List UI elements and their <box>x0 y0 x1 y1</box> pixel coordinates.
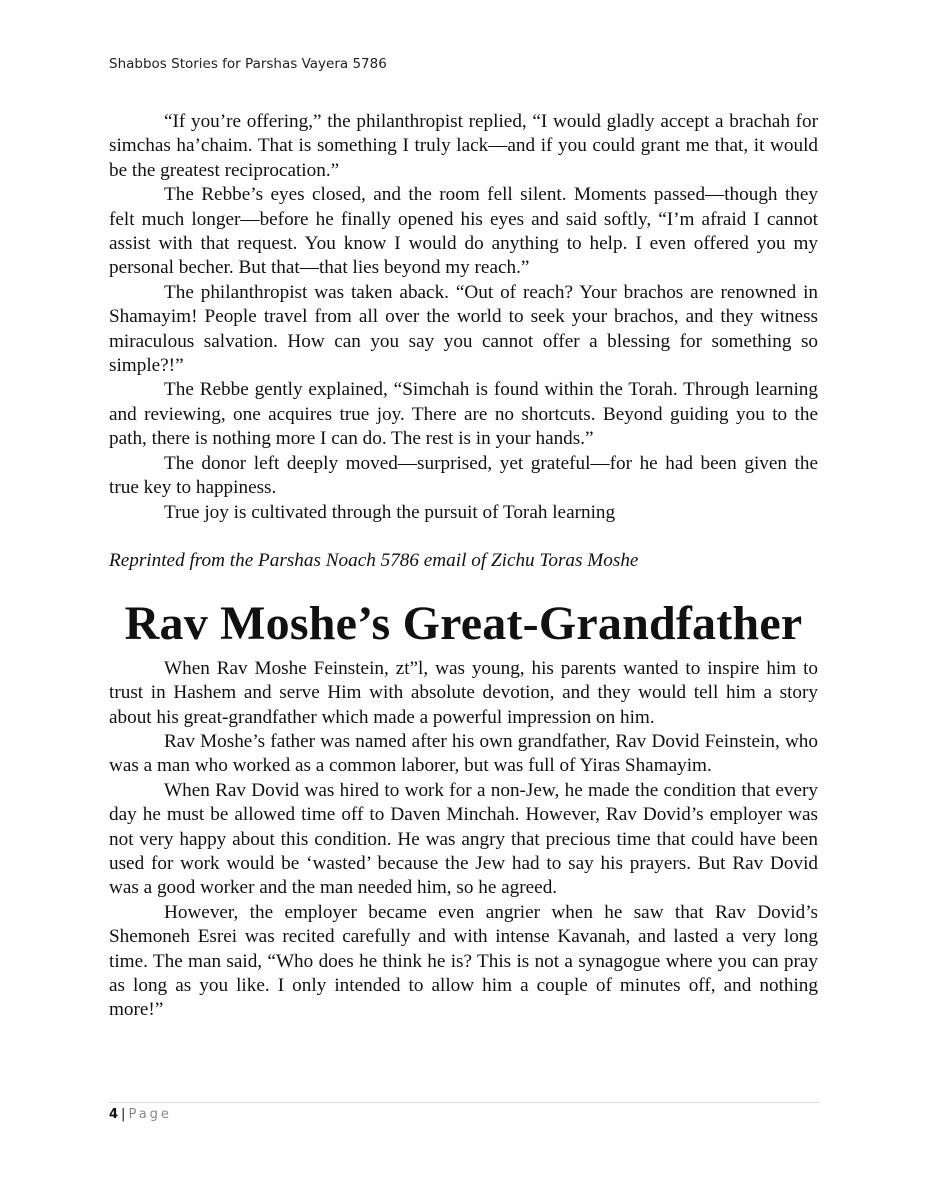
page-footer <box>109 1107 172 1122</box>
story-title: Rav Moshe’s Great-Grandfather <box>124 596 803 650</box>
reprint-credit: Reprinted from the Parshas Noach 5786 email of Zichu Toras Moshe <box>109 550 639 572</box>
story1-paragraph: The philanthropist was taken aback. “Out of reach? Your brachos are renowned in Shamayim! People travel from all over the world to seek your brachos, and they witness miraculous salvation. How can you say you cannot offer a blessing for something so simple?!” <box>109 281 818 377</box>
story1-paragraph: True joy is cultivated through the pursuit of Torah learning <box>164 501 616 523</box>
footer-separator: | <box>121 1107 126 1122</box>
story2-paragraph: However, the employer became even angrier when he saw that Rav Dovid’s Shemoneh Esrei was recited carefully and with intense Kavanah, and lasted a very long time. The man said, “Who does he think he is? This is not a synagogue where you can pray as long as you like. I only intended to allow him a couple of minutes off, and nothing more!” <box>109 901 818 1021</box>
story1-paragraph: The donor left deeply moved—surprised, yet grateful—for he had been given the true key to happiness. <box>109 452 818 499</box>
running-header: Shabbos Stories for Parshas Vayera 5786 <box>109 56 387 72</box>
story2-paragraph: When Rav Dovid was hired to work for a non-Jew, he made the condition that every day he must be allowed time off to Daven Minchah. However, Rav Dovid’s employer was not very happy about this condition. He was angry that precious time that could have been used for work would be ‘wasted’ because the Jew had to say his prayers. But Rav Dovid was a good worker and the man needed him, so he agreed. <box>109 779 818 899</box>
story2-paragraph: When Rav Moshe Feinstein, zt”l, was young, his parents wanted to inspire him to trust in Hashem and serve Him with absolute devotion, and they would tell him a story about his great-grandfather which made a powerful impression on him. <box>109 657 818 728</box>
story1-paragraph: The Rebbe’s eyes closed, and the room fell silent. Moments passed—though they felt much longer—before he finally opened his eyes and said softly, “I’m afraid I cannot assist with that request. You know I would do anything to help. I even offered you my personal becher. But that—that lies beyond my reach.” <box>109 184 818 279</box>
page-label: Page <box>128 1107 172 1122</box>
story2-paragraph: Rav Moshe’s father was named after his own grandfather, Rav Dovid Feinstein, who was a man who worked as a common laborer, but was full of Yiras Shamayim. <box>109 730 818 777</box>
page-number: 4 <box>109 1107 119 1122</box>
footer-divider <box>109 1102 820 1103</box>
story1-paragraph: “If you’re offering,” the philanthropist replied, “I would gladly accept a brachah for simchas ha’chaim. That is something I truly lack—and if you could grant me that, it would be the greatest reciprocation.” <box>109 111 818 181</box>
story1-paragraph: The Rebbe gently explained, “Simchah is found within the Torah. Through learning and reviewing, one acquires true joy. There are no shortcuts. Beyond guiding you to the path, there is nothing more I can do. The rest is in your hands.” <box>109 379 818 450</box>
page-body <box>109 110 818 1023</box>
